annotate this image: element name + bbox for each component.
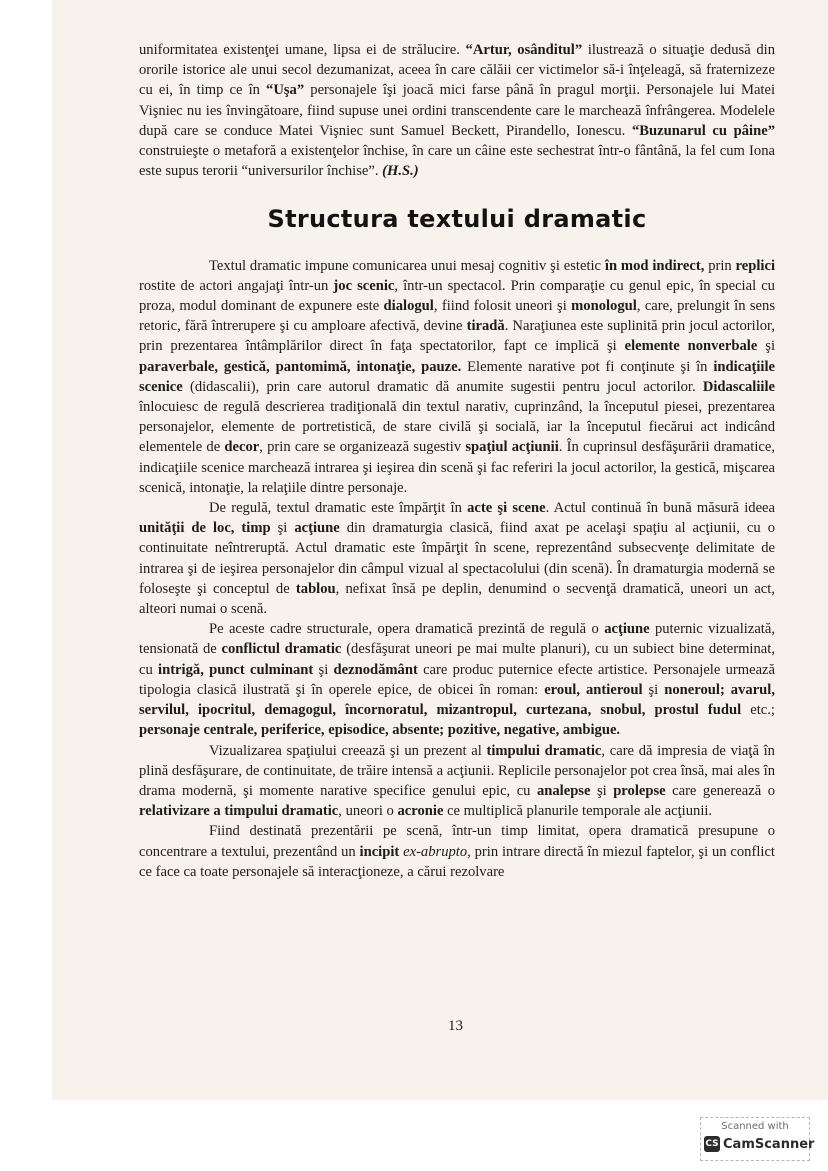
text-run: Pe aceste cadre structurale, opera dramatică prezintă de regulă o xyxy=(209,621,605,638)
watermark-name: CamScanner xyxy=(723,1136,815,1152)
text-run: construieşte o metaforă a existenţelor închise, în care un câine este sechestrat într-o fântână, la fel cum Iona este supus terorii “universurilor închise”. xyxy=(139,143,775,180)
text-run: unităţii de loc, timp xyxy=(139,520,271,537)
text-run: eroul, antieroul xyxy=(544,681,643,698)
text-run: Vizualizarea spaţiului creează şi un prezent al xyxy=(209,742,487,759)
paragraph-communication xyxy=(139,256,775,498)
text-run: , prin care se organizează sugestiv xyxy=(259,439,466,456)
text-run: elemente nonverbale xyxy=(624,338,758,355)
text-run: “Uşa” xyxy=(266,82,305,99)
text-run: tiradă xyxy=(466,318,505,335)
paragraph-staging xyxy=(139,821,775,882)
text-run: Didascaliile xyxy=(702,378,775,395)
paragraph-dramatic-time xyxy=(139,741,775,822)
text-run: acţiune xyxy=(294,520,340,537)
text-run: noneroul; avarul, servilul, ipocritul, demagogul, încornoratul, mizantropul, curtezana, snobul, prostul fudul xyxy=(139,681,775,719)
paragraph-acts-scenes xyxy=(139,498,775,619)
text-run: , prin intrare directă în miezul faptelor, şi un conflict ce face ca toate personajele să interacţioneze, a cărui rezolvare xyxy=(139,843,775,880)
text-run: intrigă, punct culminant xyxy=(158,661,314,678)
watermark-caption: Scanned with xyxy=(721,1121,789,1132)
camscanner-logo-icon: CS xyxy=(704,1136,720,1152)
text-run: puternic vizualizată, tensionată de xyxy=(139,621,775,658)
text-run: “Buzunarul cu pâine” xyxy=(631,122,775,139)
text-run: şi xyxy=(313,661,334,678)
text-run: uniformitatea existenţei umane, lipsa ei de strălucire. xyxy=(139,42,466,58)
text-run: personajele îşi joacă mici farse până în pragul morţii. Personajele lui Matei Vişniec nu ies învingătoare, fiind supuse unei ordini transcendente care le marchează înfrângerea. Modelele după care se conduce Matei Vişniec sunt Samuel Beckett, Pirandello, Ionescu. xyxy=(139,82,776,139)
watermark-brand xyxy=(704,1136,814,1152)
text-run: acte şi scene xyxy=(467,500,546,517)
text-run: şi xyxy=(757,338,775,355)
page-number: 13 xyxy=(448,1018,463,1034)
section-heading: Structura textului dramatic xyxy=(267,205,647,234)
text-run: Fiind destinată prezentării pe scenă, într-un timp limitat, opera dramatică presupune o concentrare a textului, prezentând un xyxy=(139,823,775,860)
text-run: şi xyxy=(590,782,614,799)
text-run: , care dă impresia de viaţă în plină desfăşurare, de continuitate, de trăire intensă a acţiunii. Replicile personajelor pot crea însă, mai ales în drama modernă, şi momente narative specifice genului epic, cu xyxy=(139,742,775,799)
text-run: în mod indirect, xyxy=(604,257,705,274)
page-body xyxy=(139,40,775,882)
text-run: . În cuprinsul desfăşurării dramatice, indicaţiile scenice marchează intrarea şi ieşirea din scenă şi fac referiri la jocul actorilor, la gestică, mişcarea scenică, intonaţie, la relaţiile dintre personaje. xyxy=(139,439,775,496)
camscanner-watermark xyxy=(700,1117,815,1161)
text-run: paraverbale, gestică, pantomimă, intonaţie, pauze. xyxy=(139,358,462,375)
text-run: ilustrează o situaţie dedusă din ororile istorice ale unui secol dezumanizat, aceea în care călăii cer victimelor să-i înţeleagă, să fraternizeze cu ei, în timp ce în xyxy=(139,42,775,99)
text-run: înlocuiesc de regulă descrierea tradiţională din textul narativ, cuprinzând, la începutul piesei, prezentarea personajelor, elemente de portretistică, de stare civilă şi socială, iar la începutul fiecărui act indicând elementele de xyxy=(139,399,775,456)
text-run: Textul dramatic impune comunicarea unui mesaj cognitiv şi estetic xyxy=(209,257,605,274)
text-run: incipit xyxy=(359,843,400,860)
text-run: , nefixat însă pe deplin, denumind o secvenţă dramatică, uneori un act, alteori numai o scenă. xyxy=(139,580,775,618)
text-run: indicaţiile scenice xyxy=(139,358,775,395)
text-run: analepse xyxy=(536,782,591,799)
text-run: (didascalii), prin care autorul dramatic dă anumite sugestii pentru jocul actorilor. xyxy=(182,378,703,395)
paragraph-intro xyxy=(139,40,775,181)
text-run: , într-un spectacol. Prin comparaţie cu genul epic, în special cu proza, modul dominant de expunere este xyxy=(139,277,775,315)
text-run: , fiind folosit uneori şi xyxy=(433,298,572,315)
text-run: personaje centrale, periferice, episodice, absente; pozitive, negative, ambigue. xyxy=(139,722,621,739)
text-run: . Naraţiunea este suplinită prin jocul actorilor, prin prezentarea întâmplărilor direct în faţa spectatorilor, fapt ce implică şi xyxy=(139,318,775,355)
paragraph-action xyxy=(139,619,775,740)
text-run: tablou xyxy=(295,580,336,597)
text-run: De regulă, textul dramatic este împărţit în xyxy=(209,500,468,517)
text-run: Elemente narative pot fi conţinute şi în xyxy=(461,358,714,375)
text-run: etc.; xyxy=(741,702,775,719)
text-run: ce multiplică planurile temporale ale acţiunii. xyxy=(443,803,713,820)
text-run: care produc puternice efecte artistice. Personajele urmează tipologia clasică ilustrată şi în operele epice, de obicei în roman: xyxy=(139,661,775,698)
text-run: care generează o xyxy=(665,782,775,799)
text-run: acronie xyxy=(397,803,444,820)
text-run: deznodământ xyxy=(333,661,418,678)
text-run: prin xyxy=(704,257,736,274)
text-run: conflictul dramatic xyxy=(221,641,342,658)
text-run: monologul xyxy=(571,298,637,315)
text-run: relativizare a timpului dramatic xyxy=(139,803,339,820)
text-run: timpului dramatic xyxy=(486,742,602,759)
text-run: şi xyxy=(270,520,295,537)
text-run: replici xyxy=(735,257,775,274)
text-run: “Artur, osânditul” xyxy=(465,42,583,58)
text-run: şi xyxy=(642,681,665,698)
text-run: decor xyxy=(224,439,260,456)
text-run: . Actul continuă în bună măsură ideea xyxy=(545,500,776,517)
text-run: rostite de actori angajaţi într-un xyxy=(139,277,334,294)
text-run: spaţiul acţiunii xyxy=(465,439,559,456)
text-run: (desfăşurat uneori pe mai multe planuri), cu un subiect bine determinat, cu xyxy=(139,641,775,678)
text-run: (H.S.) xyxy=(382,163,419,180)
text-run: , care, prelungit în sens retoric, fără întrerupere şi cu amploare afectivă, devine xyxy=(139,298,776,335)
text-run: ex-abrupto xyxy=(403,843,468,860)
text-run: acţiune xyxy=(604,621,650,638)
text-run: prolepse xyxy=(613,782,666,799)
text-run: joc scenic xyxy=(333,277,395,294)
text-run: , uneori o xyxy=(338,803,398,820)
text-run: dialogul xyxy=(383,298,434,315)
text-run: din dramaturgia clasică, fiind axat pe acelaşi spaţiu al acţiunii, cu o continuitate neîntreruptă. Actul dramatic este împărţit în scene, reprezentând subsecvenţe delimitate de intrarea şi de ieşirea personajelor din câmpul vizual al spectacolului (din scenă). În dramaturgia modernă se foloseşte şi conceptul de xyxy=(139,520,775,597)
scanned-page xyxy=(52,0,828,1100)
